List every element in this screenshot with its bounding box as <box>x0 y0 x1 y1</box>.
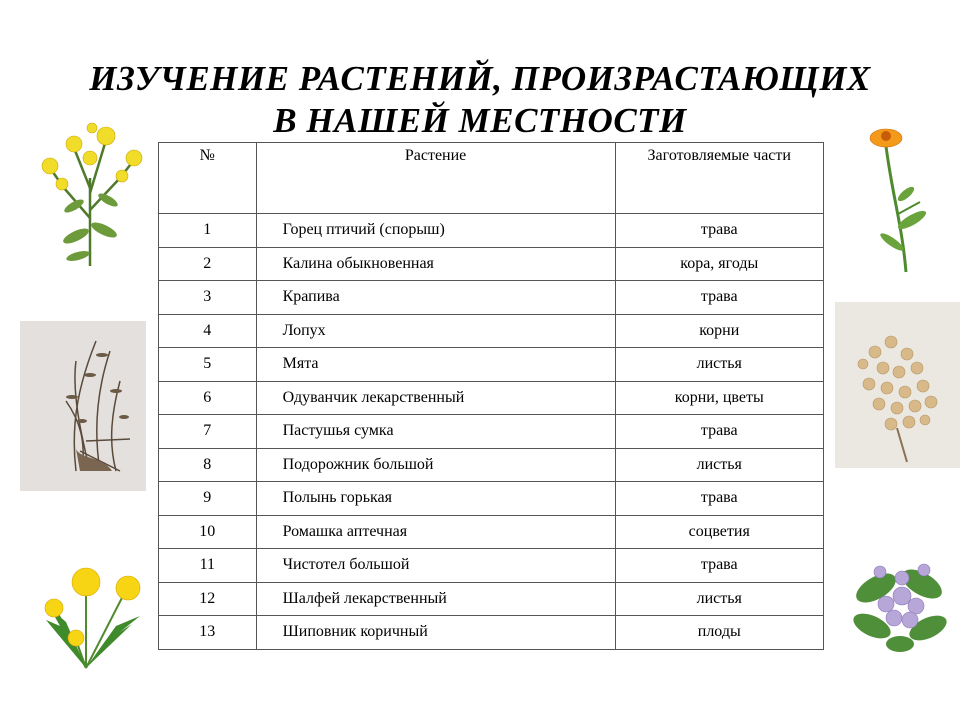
table-row <box>159 281 824 315</box>
plant-name: Ромашка аптечная <box>282 522 408 540</box>
plant-name: Шалфей лекарственный <box>282 589 447 607</box>
plant-name: Пастушья сумка <box>282 422 394 440</box>
row-plant <box>256 482 615 516</box>
row-num: 3 <box>159 281 257 315</box>
table-row <box>159 482 824 516</box>
row-plant <box>256 415 615 449</box>
plant-name: Шиповник коричный <box>282 623 428 641</box>
title-line-2: В НАШЕЙ МЕСТНОСТИ <box>273 101 687 140</box>
table-row <box>159 549 824 583</box>
row-plant <box>256 247 615 281</box>
row-plant <box>256 314 615 348</box>
sage-illustration <box>846 548 952 656</box>
plant-name: Одуванчик лекарственный <box>282 388 465 406</box>
row-num: 13 <box>159 616 257 650</box>
table-row <box>159 415 824 449</box>
row-part: трава <box>615 214 824 248</box>
row-plant <box>256 348 615 382</box>
table-row <box>159 381 824 415</box>
row-num: 7 <box>159 415 257 449</box>
table-header-row <box>159 143 824 214</box>
row-part: корни <box>615 314 824 348</box>
row-plant <box>256 448 615 482</box>
dandelion-illustration <box>36 560 156 670</box>
table-row <box>159 515 824 549</box>
row-part: трава <box>615 415 824 449</box>
row-plant <box>256 582 615 616</box>
table-row <box>159 582 824 616</box>
plants-table <box>158 142 824 650</box>
plant-name: Крапива <box>282 288 340 306</box>
row-part: кора, ягоды <box>615 247 824 281</box>
plant-name: Подорожник большой <box>282 455 434 473</box>
table-row <box>159 214 824 248</box>
row-plant <box>256 281 615 315</box>
row-plant <box>256 381 615 415</box>
row-num: 11 <box>159 549 257 583</box>
row-part: соцветия <box>615 515 824 549</box>
dried-flowers-photo <box>835 302 960 468</box>
row-plant <box>256 616 615 650</box>
row-part: листья <box>615 348 824 382</box>
table-row <box>159 348 824 382</box>
dried-herb-photo <box>20 321 146 491</box>
row-plant <box>256 549 615 583</box>
row-num: 2 <box>159 247 257 281</box>
row-num: 4 <box>159 314 257 348</box>
plant-name: Калина обыкновенная <box>282 254 434 272</box>
row-num: 12 <box>159 582 257 616</box>
row-part: листья <box>615 448 824 482</box>
row-num: 5 <box>159 348 257 382</box>
plant-name: Полынь горькая <box>282 489 392 507</box>
row-num: 9 <box>159 482 257 516</box>
row-num: 10 <box>159 515 257 549</box>
row-part: листья <box>615 582 824 616</box>
row-part: трава <box>615 482 824 516</box>
row-part: трава <box>615 281 824 315</box>
row-num: 1 <box>159 214 257 248</box>
header-num: № <box>159 143 257 214</box>
row-part: плоды <box>615 616 824 650</box>
row-plant <box>256 515 615 549</box>
plant-name: Лопух <box>282 321 326 339</box>
header-parts: Заготовляемые части <box>615 143 824 214</box>
plant-name: Чистотел большой <box>282 556 410 574</box>
table-row <box>159 247 824 281</box>
row-plant <box>256 214 615 248</box>
row-num: 6 <box>159 381 257 415</box>
table-row <box>159 616 824 650</box>
row-part: трава <box>615 549 824 583</box>
header-plant: Растение <box>256 143 615 214</box>
row-part: корни, цветы <box>615 381 824 415</box>
title-line-1: ИЗУЧЕНИЕ РАСТЕНИЙ, ПРОИЗРАСТАЮЩИХ <box>89 59 871 98</box>
table-row <box>159 448 824 482</box>
calendula-illustration <box>862 124 932 274</box>
table-row <box>159 314 824 348</box>
plant-name: Мята <box>282 355 319 373</box>
plant-name: Горец птичий (спорыш) <box>282 221 445 239</box>
row-num: 8 <box>159 448 257 482</box>
st-johns-wort-illustration <box>34 118 146 268</box>
